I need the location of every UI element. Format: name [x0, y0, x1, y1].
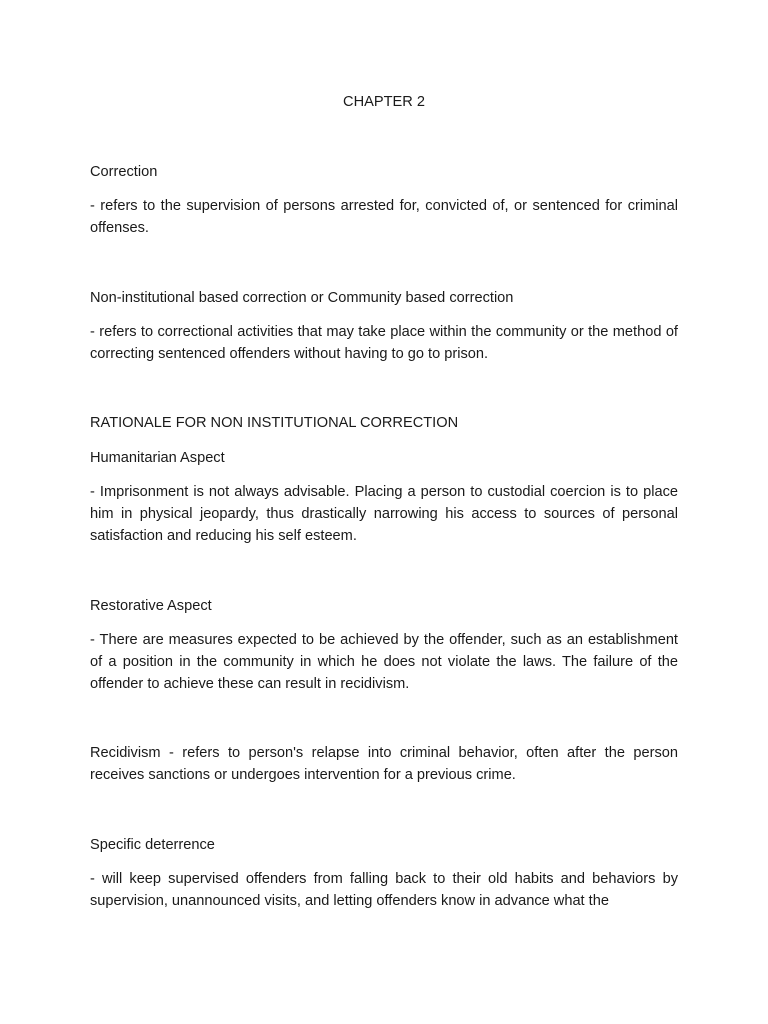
section-body-restorative: - There are measures expected to be achieved by the offender, such as an establishment of a position in the community in which he does not violate the laws. The failure of the offender to achieve these can result in recidivism. [90, 632, 678, 692]
rationale-heading: RATIONALE FOR NON INSTITUTIONAL CORRECTION [90, 415, 459, 431]
section-heading-humanitarian: Humanitarian Aspect [90, 450, 225, 466]
section-body-non-institutional: - refers to correctional activities that may take place within the community or the method of correcting sentenced offenders without having to go to prison. [90, 324, 678, 362]
recidivism-definition: Recidivism - refers to person's relapse into criminal behavior, often after the person receives sanctions or undergoes intervention for a previous crime. [90, 745, 678, 783]
section-heading-restorative: Restorative Aspect [90, 598, 212, 614]
chapter-title: CHAPTER 2 [343, 94, 425, 110]
section-body-correction: - refers to the supervision of persons arrested for, convicted of, or sentenced for criminal offenses. [90, 198, 678, 236]
section-body-humanitarian: - Imprisonment is not always advisable. Placing a person to custodial coercion is to place him in physical jeopardy, thus drastically narrowing his access to sources of personal satisfaction and reducing his self esteem. [90, 484, 678, 544]
section-heading-non-institutional: Non-institutional based correction or Community based correction [90, 290, 514, 306]
section-body-specific-deterrence: - will keep supervised offenders from falling back to their old habits and behaviors by supervision, unannounced visits, and letting offenders know in advance what the [90, 871, 678, 909]
section-heading-specific-deterrence: Specific deterrence [90, 837, 215, 853]
section-heading-correction: Correction [90, 164, 158, 180]
